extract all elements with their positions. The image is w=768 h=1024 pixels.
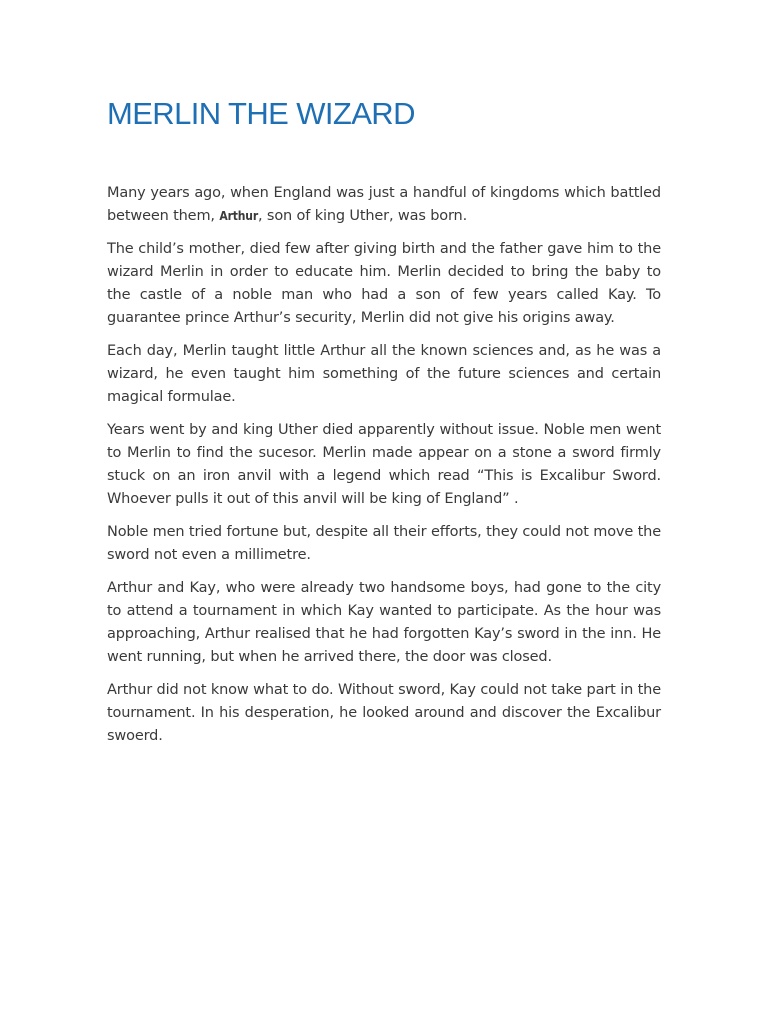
paragraph-1-text-end: , son of king Uther, was born. [258,208,468,224]
story-body [107,182,661,758]
paragraph-1-text-start: Many years ago, when England was just a handful of kingdoms which battled between them, [107,185,661,224]
paragraph-7: Arthur did not know what to do. Without sword, Kay could not take part in the tournament. In his desperation, he looked around and discover the Excalibur swoerd. [107,682,661,744]
arthur-inline-name: Arthur [219,209,259,223]
paragraph-4: Years went by and king Uther died apparently without issue. Noble men went to Merlin to find the sucesor. Merlin made appear on a stone a sword firmly stuck on an iron anvil with a legend which read “This is Excalibur Sword. Whoever pulls it out of this anvil will be king of England” . [107,422,661,507]
paragraph-5: Noble men tried fortune but, despite all their efforts, they could not move the sword not even a millimetre. [107,524,661,563]
paragraph-6: Arthur and Kay, who were already two handsome boys, had gone to the city to attend a tournament in which Kay wanted to participate. As the hour was approaching, Arthur realised that he had forgotten Kay’s sword in the inn. He went running, but when he arrived there, the door was closed. [107,580,661,665]
page-title: MERLIN THE WIZARD [107,96,415,131]
paragraph-1 [107,182,661,228]
paragraph-2: The child’s mother, died few after giving birth and the father gave him to the wizard Merlin in order to educate him. Merlin decided to bring the baby to the castle of a noble man who had a son of few years called Kay. To guarantee prince Arthur’s security, Merlin did not give his origins away. [107,241,661,326]
paragraph-3: Each day, Merlin taught little Arthur all the known sciences and, as he was a wizard, he even taught him something of the future sciences and certain magical formulae. [107,343,661,405]
